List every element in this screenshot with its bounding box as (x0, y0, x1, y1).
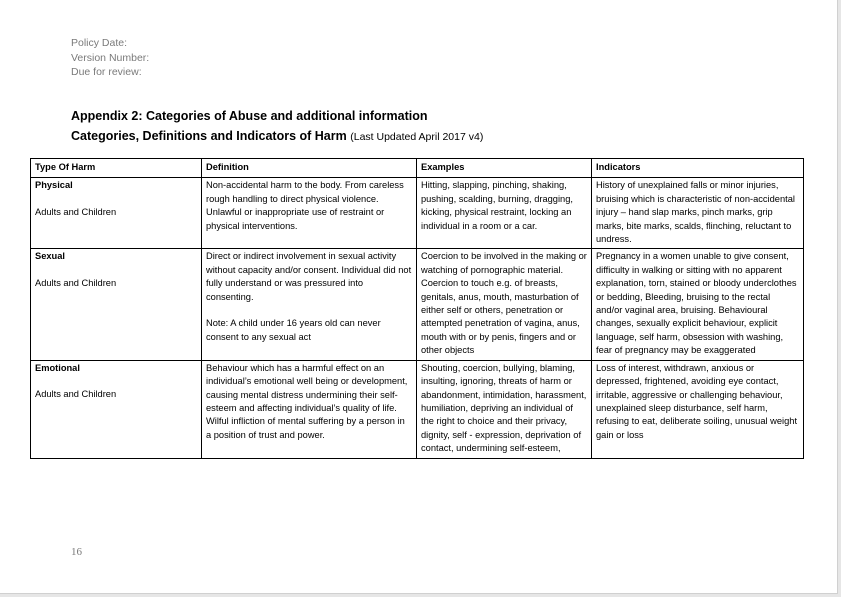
definition-cell (202, 178, 417, 249)
harm-audience: Adults and Children (35, 207, 117, 218)
harm-categories-table (30, 158, 804, 459)
definition-paragraph: Direct or indirect involvement in sexual activity without capacity and/or consent. Individual did not fully understand or was pressured into consenting. (206, 251, 412, 302)
indicators-cell: Loss of interest, withdrawn, anxious or depressed, frightened, avoiding eye contact, irritable, aggressive or challenging behaviour, unexplained sleep disturbance, self harm, refusing to eat, deliberate soiling, unusual weight gain or loss (592, 360, 804, 458)
definition-cell (202, 249, 417, 360)
page-number: 16 (71, 546, 82, 558)
header-indicators: Indicators (592, 159, 804, 178)
policy-metadata (71, 36, 149, 80)
header-type-of-harm: Type Of Harm (31, 159, 202, 178)
header-definition: Definition (202, 159, 417, 178)
indicators-cell: Pregnancy in a women unable to give consent, difficulty in walking or sitting with no apparent explanation, torn, stained or bloody underclothes or bedding, Bleeding, bruising to the rectal and/or vaginal area, bruising. Behavioural changes, sexually explicit behaviour, explicit language, self harm, obsession with washing, fear of pregnancy may be exaggerated (592, 249, 804, 360)
indicators-cell: History of unexplained falls or minor injuries, bruising which is characteristic of non-accidental injury – hand slap marks, pinch marks, grip marks, bite marks, scalds, flinching, reluctant to undress. (592, 178, 804, 249)
definition-paragraph: Behaviour which has a harmful effect on an individual’s emotional well being or development, causing mental distress undermining their self-esteem and affecting individual’s quality of life. (206, 362, 408, 413)
version-number-label: Version Number: (71, 51, 150, 64)
policy-date-label: Policy Date: (71, 37, 128, 49)
last-updated-note: (Last Updated April 2017 v4) (350, 131, 484, 143)
harm-audience: Adults and Children (35, 389, 117, 400)
table-row-physical (31, 178, 804, 249)
due-for-review-label: Due for review: (71, 66, 142, 78)
definition-note: Note: A child under 16 years old can never consent to any sexual act (206, 318, 381, 342)
table-row-sexual (31, 249, 804, 360)
definition-paragraph: Non-accidental harm to the body. From careless rough handling to direct physical violence. (206, 180, 404, 204)
table-row-emotional (31, 360, 804, 458)
examples-cell: Hitting, slapping, pinching, shaking, pushing, scalding, burning, dragging, kicking, physical restraint, locking an individual in a room or a car. (417, 178, 592, 249)
definition-cell (202, 360, 417, 458)
examples-cell: Coercion to be involved in the making or watching of pornographic material. Coercion to touch e.g. of breasts, genitals, anus, mouth, masturbation of either self or others, penetration or attempted penetration of vagina, anus, mouth with or by penis, fingers and or other objects (417, 249, 592, 360)
harm-type-name: Sexual (35, 251, 65, 262)
examples-cell: Shouting, coercion, bullying, blaming, insulting, ignoring, threats of harm or abandonment, intimidation, harassment, humiliation, depriving an individual of the right to choice and their privacy, dignity, self - expression, deprivation of contact, undermining self-esteem, (417, 360, 592, 458)
definition-paragraph: Wilful infliction of mental suffering by a person in a position of trust and power. (206, 416, 405, 440)
table-title-text: Categories, Definitions and Indicators of Harm (71, 129, 347, 143)
harm-type-name: Physical (35, 180, 73, 191)
header-examples: Examples (417, 159, 592, 178)
type-cell (31, 178, 202, 249)
type-cell (31, 249, 202, 360)
table-title (71, 129, 483, 143)
type-cell (31, 360, 202, 458)
harm-type-name: Emotional (35, 362, 80, 373)
appendix-title: Appendix 2: Categories of Abuse and additional information (71, 109, 428, 123)
harm-audience: Adults and Children (35, 278, 117, 289)
definition-paragraph: Unlawful or inappropriate use of restraint or physical interventions. (206, 207, 385, 231)
table-header-row (31, 159, 804, 178)
